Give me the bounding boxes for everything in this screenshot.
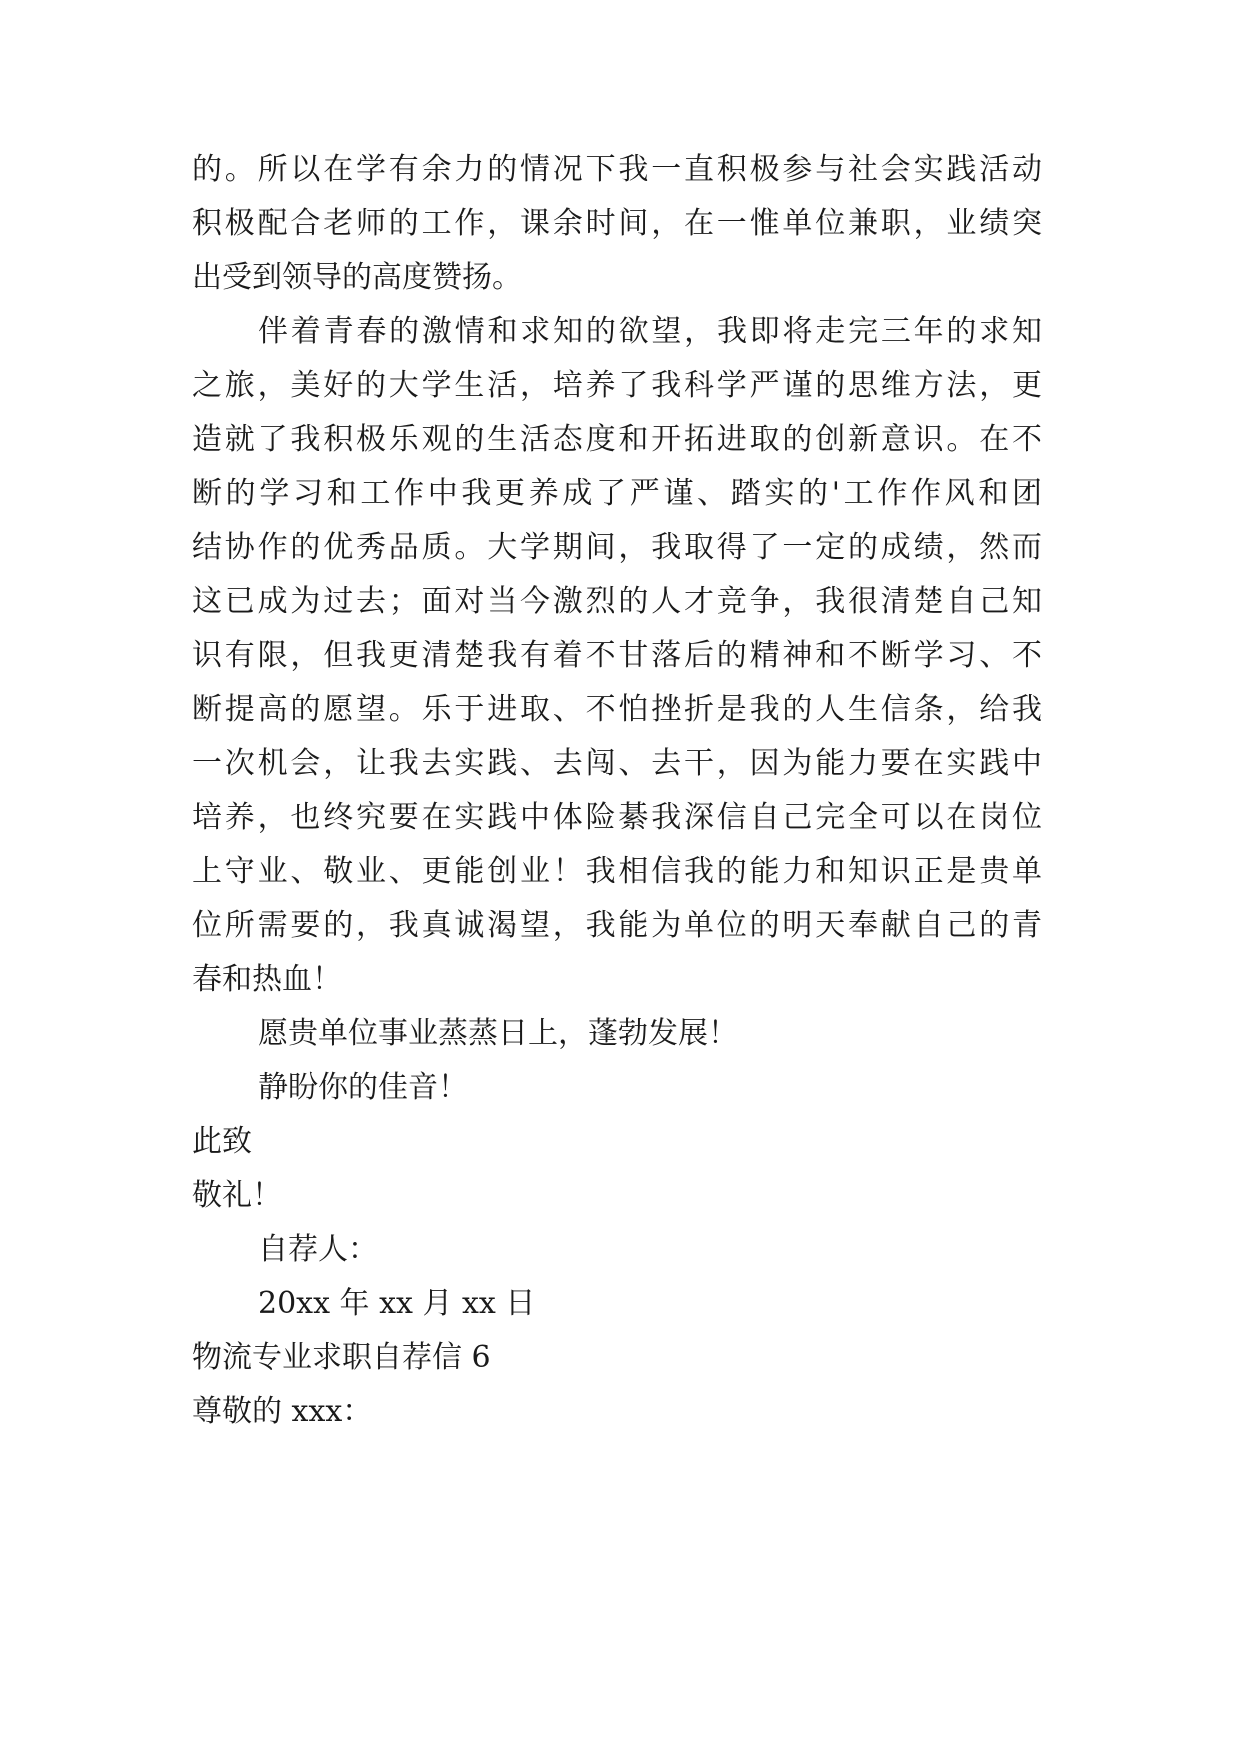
closing-await: 静盼你的佳音！: [258, 1070, 468, 1105]
text-line: 识有限，但我更清楚我有着不甘落后的精神和不断学习、不: [192, 638, 1042, 673]
text-line: 培养，也终究要在实践中体险綦我深信自己完全可以在岗位: [192, 800, 1042, 835]
text-line: 造就了我积极乐观的生活态度和开拓进取的创新意识。在不: [192, 422, 1042, 457]
date-line: 20xx 年 xx 月 xx 日: [258, 1286, 536, 1321]
text-line: 断的学习和工作中我更养成了严谨、踏实的'工作作风和团: [192, 476, 1042, 511]
section-heading: 物流专业求职自荐信 6: [192, 1340, 491, 1375]
text-line: 一次机会，让我去实践、去闯、去干，因为能力要在实践中: [192, 746, 1042, 781]
closing-wish: 愿贵单位事业蒸蒸日上，蓬勃发展！: [258, 1016, 738, 1051]
text-line: 上守业、敬业、更能创业！我相信我的能力和知识正是贵单: [192, 854, 1042, 889]
text-line: 的。所以在学有余力的情况下我一直积极参与社会实践活动: [192, 152, 1042, 187]
text-line: 之旅，美好的大学生活，培养了我科学严谨的思维方法，更: [192, 368, 1042, 403]
greeting-line: 尊敬的 xxx：: [192, 1394, 373, 1429]
salutation-jingli: 敬礼！: [192, 1178, 282, 1213]
text-line: 积极配合老师的工作，课余时间，在一惟单位兼职，业绩突: [192, 206, 1042, 241]
text-line: 春和热血！: [192, 962, 342, 997]
text-line: 位所需要的，我真诚渴望，我能为单位的明天奉献自己的青: [192, 908, 1042, 943]
text-line: 结协作的优秀品质。大学期间，我取得了一定的成绩，然而: [192, 530, 1042, 565]
salutation-cizhi: 此致: [192, 1124, 252, 1159]
text-line: 断提高的愿望。乐于进取、不怕挫折是我的人生信条，给我: [192, 692, 1042, 727]
text-line: 这已成为过去；面对当今激烈的人才竞争，我很清楚自己知: [192, 584, 1042, 619]
signature-label: 自荐人：: [258, 1232, 378, 1267]
paragraph-first-line: 伴着青春的激情和求知的欲望，我即将走完三年的求知: [258, 314, 1042, 349]
text-line: 出受到领导的高度赞扬。: [192, 260, 522, 295]
